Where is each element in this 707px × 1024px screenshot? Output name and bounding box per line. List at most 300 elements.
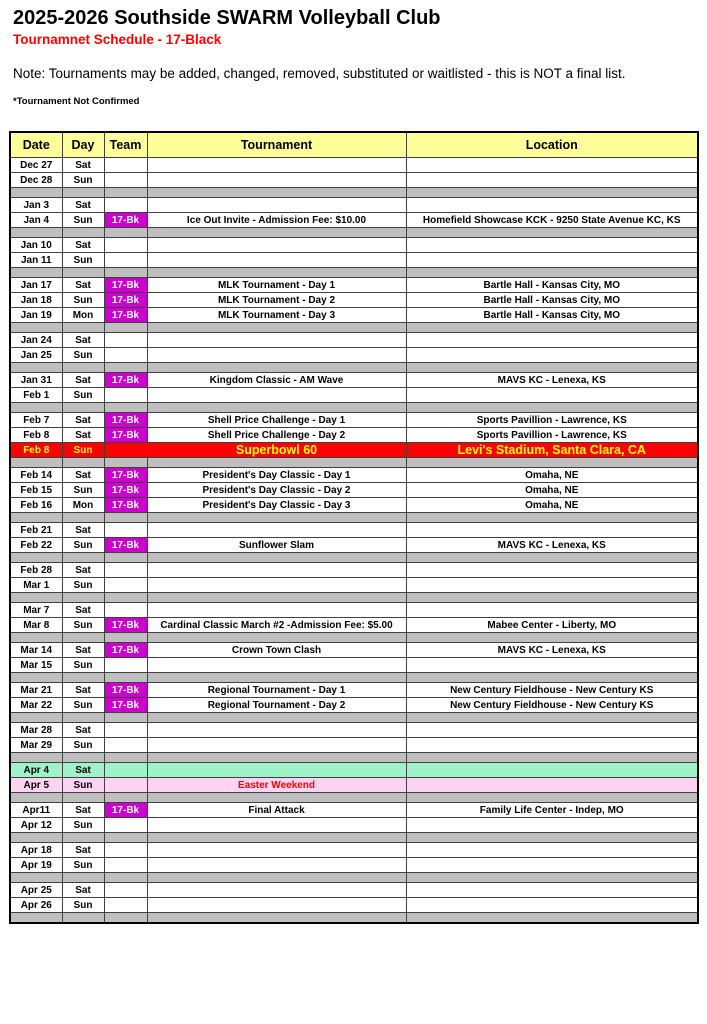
table-row (10, 228, 698, 238)
date-cell (10, 458, 62, 468)
team-cell (104, 873, 147, 883)
tournament-cell (147, 603, 406, 618)
team-cell (104, 403, 147, 413)
tournament-cell: Ice Out Invite - Admission Fee: $10.00 (147, 213, 406, 228)
table-row (10, 173, 698, 188)
team-cell (104, 723, 147, 738)
team-cell (104, 593, 147, 603)
location-cell (406, 388, 698, 403)
table-row (10, 883, 698, 898)
tournament-cell (147, 913, 406, 924)
team-cell (104, 348, 147, 363)
team-cell (104, 658, 147, 673)
day-cell: Sun (62, 738, 104, 753)
team-cell (104, 738, 147, 753)
team-cell: 17-Bk (104, 618, 147, 633)
day-cell: Sun (62, 443, 104, 458)
location-cell (406, 673, 698, 683)
table-row (10, 188, 698, 198)
tournament-cell (147, 458, 406, 468)
tournament-cell (147, 738, 406, 753)
table-row (10, 388, 698, 403)
date-cell: Jan 31 (10, 373, 62, 388)
team-cell (104, 713, 147, 723)
tournament-cell (147, 898, 406, 913)
date-cell: Jan 4 (10, 213, 62, 228)
location-cell (406, 793, 698, 803)
day-cell: Sun (62, 348, 104, 363)
date-cell: Feb 8 (10, 443, 62, 458)
date-cell (10, 323, 62, 333)
table-row (10, 858, 698, 873)
date-cell (10, 673, 62, 683)
tournament-cell: Cardinal Classic March #2 -Admission Fee: $5.00 (147, 618, 406, 633)
day-cell (62, 713, 104, 723)
team-cell (104, 323, 147, 333)
not-confirmed-disclaimer: *Tournament Not Confirmed (13, 96, 140, 108)
date-cell: Feb 7 (10, 413, 62, 428)
day-cell: Sat (62, 843, 104, 858)
date-cell: Apr 25 (10, 883, 62, 898)
date-cell (10, 793, 62, 803)
date-cell: Mar 15 (10, 658, 62, 673)
location-cell (406, 898, 698, 913)
date-cell: Apr 4 (10, 763, 62, 778)
tournament-cell: President's Day Classic - Day 3 (147, 498, 406, 513)
table-row (10, 468, 698, 483)
day-cell: Mon (62, 498, 104, 513)
location-cell (406, 403, 698, 413)
table-row (10, 753, 698, 763)
location-cell (406, 858, 698, 873)
table-row (10, 428, 698, 443)
date-cell: Mar 8 (10, 618, 62, 633)
tournament-cell (147, 633, 406, 643)
team-cell (104, 818, 147, 833)
team-cell (104, 363, 147, 373)
tournament-cell (147, 188, 406, 198)
date-cell (10, 713, 62, 723)
team-cell (104, 673, 147, 683)
tournament-cell (147, 763, 406, 778)
table-row (10, 793, 698, 803)
location-cell (406, 753, 698, 763)
column-header-day: Day (62, 132, 104, 158)
tournament-cell: President's Day Classic - Day 1 (147, 468, 406, 483)
table-row (10, 523, 698, 538)
tournament-cell (147, 323, 406, 333)
location-cell: Omaha, NE (406, 468, 698, 483)
day-cell (62, 793, 104, 803)
location-cell (406, 843, 698, 858)
day-cell (62, 913, 104, 924)
tournament-cell (147, 403, 406, 413)
tournament-cell (147, 673, 406, 683)
location-cell (406, 253, 698, 268)
tournament-cell: Regional Tournament - Day 1 (147, 683, 406, 698)
location-cell (406, 578, 698, 593)
table-row (10, 293, 698, 308)
date-cell: Apr 12 (10, 818, 62, 833)
day-cell: Sat (62, 683, 104, 698)
date-cell: Dec 28 (10, 173, 62, 188)
date-cell: Feb 15 (10, 483, 62, 498)
tournament-cell (147, 363, 406, 373)
date-cell: Apr 5 (10, 778, 62, 793)
team-cell (104, 333, 147, 348)
day-cell (62, 553, 104, 563)
day-cell: Sun (62, 778, 104, 793)
date-cell: Mar 28 (10, 723, 62, 738)
location-cell (406, 228, 698, 238)
team-cell: 17-Bk (104, 373, 147, 388)
location-cell (406, 723, 698, 738)
day-cell (62, 873, 104, 883)
location-cell (406, 738, 698, 753)
day-cell (62, 833, 104, 843)
table-row (10, 458, 698, 468)
location-cell: New Century Fieldhouse - New Century KS (406, 683, 698, 698)
location-cell (406, 913, 698, 924)
day-cell: Sat (62, 523, 104, 538)
table-row (10, 563, 698, 578)
team-cell: 17-Bk (104, 293, 147, 308)
table-row (10, 238, 698, 253)
table-row (10, 443, 698, 458)
table-row (10, 553, 698, 563)
tournament-cell: Sunflower Slam (147, 538, 406, 553)
team-cell (104, 198, 147, 213)
date-cell (10, 188, 62, 198)
team-cell (104, 253, 147, 268)
day-cell: Mon (62, 308, 104, 323)
location-cell: Mabee Center - Liberty, MO (406, 618, 698, 633)
table-row (10, 278, 698, 293)
day-cell: Sun (62, 293, 104, 308)
tournament-cell (147, 723, 406, 738)
location-cell: Omaha, NE (406, 483, 698, 498)
date-cell: Feb 16 (10, 498, 62, 513)
tournament-cell: President's Day Classic - Day 2 (147, 483, 406, 498)
date-cell (10, 553, 62, 563)
tournament-cell (147, 843, 406, 858)
location-cell: Homefield Showcase KCK - 9250 State Avenue KC, KS (406, 213, 698, 228)
team-cell: 17-Bk (104, 643, 147, 658)
team-cell (104, 603, 147, 618)
day-cell (62, 228, 104, 238)
location-cell (406, 873, 698, 883)
team-cell: 17-Bk (104, 468, 147, 483)
tournament-cell: Crown Town Clash (147, 643, 406, 658)
date-cell: Jan 19 (10, 308, 62, 323)
day-cell: Sat (62, 563, 104, 578)
tournament-cell (147, 593, 406, 603)
tournament-cell (147, 873, 406, 883)
location-cell (406, 323, 698, 333)
location-cell: Sports Pavillion - Lawrence, KS (406, 413, 698, 428)
schedule-table-body (10, 158, 698, 924)
date-cell (10, 833, 62, 843)
date-cell (10, 913, 62, 924)
table-row (10, 778, 698, 793)
day-cell: Sun (62, 618, 104, 633)
day-cell: Sat (62, 428, 104, 443)
table-row (10, 673, 698, 683)
day-cell: Sat (62, 333, 104, 348)
date-cell: Feb 21 (10, 523, 62, 538)
day-cell: Sat (62, 763, 104, 778)
column-header-date: Date (10, 132, 62, 158)
tournament-cell (147, 388, 406, 403)
day-cell: Sat (62, 238, 104, 253)
location-cell: Bartle Hall - Kansas City, MO (406, 308, 698, 323)
team-cell (104, 228, 147, 238)
date-cell: Jan 3 (10, 198, 62, 213)
tournament-cell (147, 238, 406, 253)
tournament-cell: Shell Price Challenge - Day 2 (147, 428, 406, 443)
page-subtitle: Tournamnet Schedule - 17-Black (13, 32, 222, 47)
location-cell (406, 268, 698, 278)
day-cell: Sat (62, 413, 104, 428)
date-cell (10, 513, 62, 523)
day-cell: Sat (62, 278, 104, 293)
date-cell: Mar 22 (10, 698, 62, 713)
day-cell: Sat (62, 643, 104, 658)
table-row (10, 713, 698, 723)
tournament-cell (147, 268, 406, 278)
table-row (10, 643, 698, 658)
location-cell (406, 158, 698, 173)
tournament-cell: Regional Tournament - Day 2 (147, 698, 406, 713)
team-cell (104, 778, 147, 793)
day-cell (62, 323, 104, 333)
location-cell (406, 593, 698, 603)
table-row (10, 158, 698, 173)
date-cell: Jan 11 (10, 253, 62, 268)
team-cell: 17-Bk (104, 683, 147, 698)
date-cell (10, 363, 62, 373)
table-row (10, 898, 698, 913)
date-cell: Mar 14 (10, 643, 62, 658)
day-cell: Sat (62, 373, 104, 388)
location-cell (406, 883, 698, 898)
day-cell: Sun (62, 483, 104, 498)
table-row (10, 833, 698, 843)
team-cell: 17-Bk (104, 213, 147, 228)
date-cell: Mar 21 (10, 683, 62, 698)
location-cell (406, 513, 698, 523)
date-cell (10, 403, 62, 413)
tournament-cell (147, 883, 406, 898)
table-row (10, 723, 698, 738)
date-cell: Feb 8 (10, 428, 62, 443)
team-cell (104, 843, 147, 858)
location-cell (406, 238, 698, 253)
day-cell (62, 753, 104, 763)
table-row (10, 513, 698, 523)
table-row (10, 633, 698, 643)
tournament-cell (147, 793, 406, 803)
day-cell (62, 403, 104, 413)
team-cell: 17-Bk (104, 413, 147, 428)
tournament-cell (147, 348, 406, 363)
location-cell (406, 563, 698, 578)
table-row (10, 483, 698, 498)
page-title: 2025-2026 Southside SWARM Volleyball Club (13, 7, 441, 29)
table-row (10, 683, 698, 698)
day-cell (62, 593, 104, 603)
team-cell (104, 188, 147, 198)
tournament-cell: MLK Tournament - Day 1 (147, 278, 406, 293)
tournament-cell (147, 713, 406, 723)
location-cell: MAVS KC - Lenexa, KS (406, 373, 698, 388)
tournament-cell (147, 523, 406, 538)
team-cell: 17-Bk (104, 803, 147, 818)
tournament-cell: Shell Price Challenge - Day 1 (147, 413, 406, 428)
day-cell: Sun (62, 898, 104, 913)
team-cell: 17-Bk (104, 538, 147, 553)
team-cell (104, 883, 147, 898)
table-row (10, 333, 698, 348)
team-cell (104, 858, 147, 873)
location-cell: New Century Fieldhouse - New Century KS (406, 698, 698, 713)
team-cell (104, 913, 147, 924)
day-cell: Sat (62, 198, 104, 213)
date-cell: Feb 1 (10, 388, 62, 403)
table-row (10, 403, 698, 413)
table-row (10, 348, 698, 363)
team-cell (104, 793, 147, 803)
day-cell (62, 458, 104, 468)
day-cell: Sat (62, 468, 104, 483)
day-cell: Sun (62, 658, 104, 673)
location-cell (406, 778, 698, 793)
table-row (10, 913, 698, 924)
table-row (10, 803, 698, 818)
location-cell (406, 333, 698, 348)
date-cell: Jan 25 (10, 348, 62, 363)
location-cell (406, 458, 698, 468)
table-row (10, 213, 698, 228)
tournament-cell: Easter Weekend (147, 778, 406, 793)
team-cell (104, 458, 147, 468)
tournament-cell (147, 658, 406, 673)
tournament-cell: MLK Tournament - Day 3 (147, 308, 406, 323)
team-cell (104, 898, 147, 913)
table-header-row (10, 132, 698, 158)
date-cell: Apr11 (10, 803, 62, 818)
team-cell: 17-Bk (104, 428, 147, 443)
table-row (10, 253, 698, 268)
table-row (10, 603, 698, 618)
location-cell: Omaha, NE (406, 498, 698, 513)
location-cell: Levi's Stadium, Santa Clara, CA (406, 443, 698, 458)
table-row (10, 268, 698, 278)
location-cell: MAVS KC - Lenexa, KS (406, 538, 698, 553)
location-cell (406, 763, 698, 778)
day-cell: Sat (62, 803, 104, 818)
table-row (10, 698, 698, 713)
day-cell: Sat (62, 603, 104, 618)
date-cell: Apr 26 (10, 898, 62, 913)
day-cell: Sun (62, 213, 104, 228)
day-cell (62, 188, 104, 198)
location-cell (406, 603, 698, 618)
location-cell (406, 363, 698, 373)
day-cell: Sun (62, 173, 104, 188)
day-cell: Sat (62, 883, 104, 898)
table-row (10, 618, 698, 633)
table-row (10, 658, 698, 673)
team-cell (104, 173, 147, 188)
date-cell (10, 228, 62, 238)
date-cell: Jan 17 (10, 278, 62, 293)
tournament-cell (147, 253, 406, 268)
location-cell (406, 523, 698, 538)
schedule-table (9, 131, 699, 924)
day-cell: Sun (62, 698, 104, 713)
location-cell (406, 833, 698, 843)
date-cell (10, 753, 62, 763)
date-cell: Mar 1 (10, 578, 62, 593)
table-row (10, 323, 698, 333)
location-cell (406, 658, 698, 673)
team-cell (104, 633, 147, 643)
table-row (10, 498, 698, 513)
tournament-cell: Kingdom Classic - AM Wave (147, 373, 406, 388)
location-cell (406, 713, 698, 723)
location-cell: Sports Pavillion - Lawrence, KS (406, 428, 698, 443)
tournament-cell (147, 818, 406, 833)
team-cell (104, 763, 147, 778)
team-cell (104, 388, 147, 403)
tournament-cell (147, 753, 406, 763)
date-cell (10, 633, 62, 643)
table-row (10, 198, 698, 213)
tournament-cell (147, 578, 406, 593)
date-cell: Jan 10 (10, 238, 62, 253)
team-cell (104, 753, 147, 763)
team-cell (104, 563, 147, 578)
schedule-note: Note: Tournaments may be added, changed, removed, substituted or waitlisted - this is NOT a final list. (13, 65, 626, 81)
tournament-cell (147, 858, 406, 873)
tournament-cell (147, 553, 406, 563)
team-cell (104, 443, 147, 458)
day-cell (62, 513, 104, 523)
table-row (10, 593, 698, 603)
team-cell (104, 513, 147, 523)
tournament-cell (147, 173, 406, 188)
table-row (10, 373, 698, 388)
location-cell: Bartle Hall - Kansas City, MO (406, 293, 698, 308)
table-row (10, 763, 698, 778)
table-row (10, 843, 698, 858)
day-cell (62, 268, 104, 278)
tournament-cell (147, 228, 406, 238)
table-row (10, 308, 698, 323)
table-row (10, 873, 698, 883)
date-cell: Feb 14 (10, 468, 62, 483)
location-cell (406, 348, 698, 363)
date-cell: Jan 18 (10, 293, 62, 308)
location-cell (406, 553, 698, 563)
team-cell (104, 158, 147, 173)
date-cell: Feb 22 (10, 538, 62, 553)
table-row (10, 818, 698, 833)
team-cell (104, 268, 147, 278)
tournament-cell (147, 198, 406, 213)
table-row (10, 738, 698, 753)
